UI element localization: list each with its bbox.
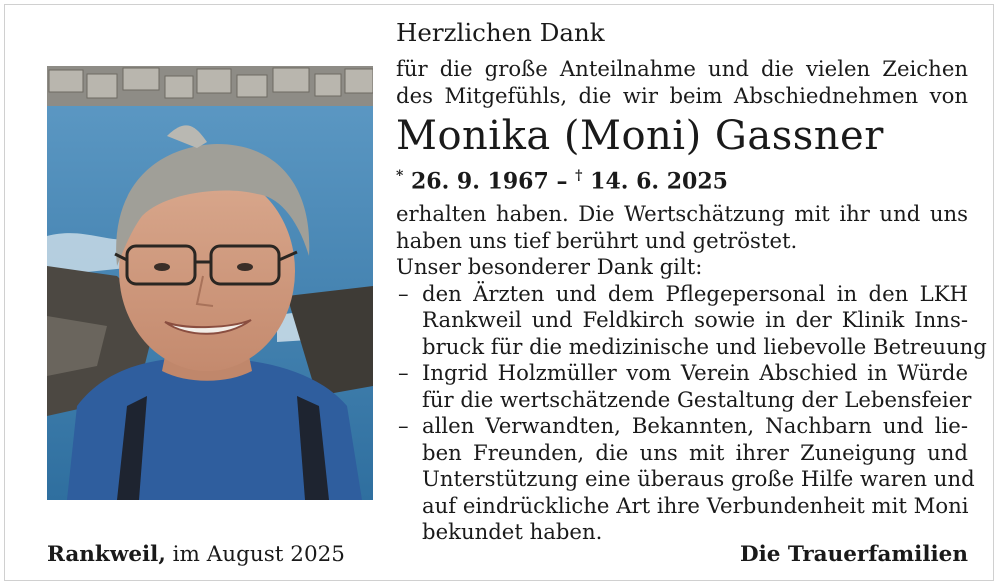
body-line: haben uns tief berührt und getröstet.	[396, 227, 798, 253]
list-item	[396, 360, 972, 413]
list-dash: –	[398, 413, 409, 439]
birth-date: 26. 9. 1967	[411, 168, 549, 195]
list-line: bruck für die medizinische und liebevolle Betreuung	[422, 333, 987, 359]
date: im August 2025	[172, 542, 345, 567]
list-line: auf eindrückliche Art ihre Verbundenheit mit Moni	[422, 492, 969, 518]
body-line: erhalten haben. Die Wertschätzung mit ihr und uns	[396, 201, 968, 227]
intro-line: für die große Anteilnahme und die vielen Zeichen	[396, 56, 968, 81]
date-separator: –	[556, 168, 568, 195]
list-line: bekundet haben.	[422, 519, 603, 545]
list-line: für die wertschätzende Gestaltung der Lebensfeier	[422, 386, 972, 412]
birth-symbol: *	[396, 168, 404, 184]
list-line: allen Verwandten, Bekannten, Nachbarn und lie-	[422, 413, 968, 439]
thanks-list	[396, 280, 987, 546]
notice-text	[396, 18, 987, 546]
list-line: Ingrid Holzmüller vom Verein Abschied in Würde	[422, 360, 968, 386]
body-line: Unser besonderer Dank gilt:	[396, 254, 703, 280]
intro-line: des Mitgefühls, die wir beim Abschiednehmen von	[396, 82, 968, 108]
life-dates	[396, 162, 968, 195]
list-item	[396, 280, 987, 361]
place-and-date	[47, 541, 345, 569]
death-symbol: †	[575, 168, 583, 184]
signature: Die Trauerfamilien	[739, 542, 968, 567]
deceased-name: Monika (Moni) Gassner	[396, 113, 884, 159]
heading: Herzlichen Dank	[396, 18, 605, 47]
list-dash: –	[398, 280, 409, 306]
list-item	[396, 413, 975, 546]
death-date: 14. 6. 2025	[590, 168, 728, 195]
list-line: den Ärzten und dem Pflegepersonal in den LKH	[422, 280, 968, 306]
list-dash: –	[398, 360, 409, 386]
place: Rankweil,	[47, 542, 166, 567]
portrait-photo	[47, 66, 373, 500]
list-line: ben Freunden, die uns mit ihrer Zuneigung und	[422, 439, 968, 465]
list-line: Rankweil und Feldkirch sowie in der Klinik Inns-	[422, 307, 968, 333]
list-line: Unterstützung eine überaus große Hilfe waren und	[422, 466, 975, 492]
